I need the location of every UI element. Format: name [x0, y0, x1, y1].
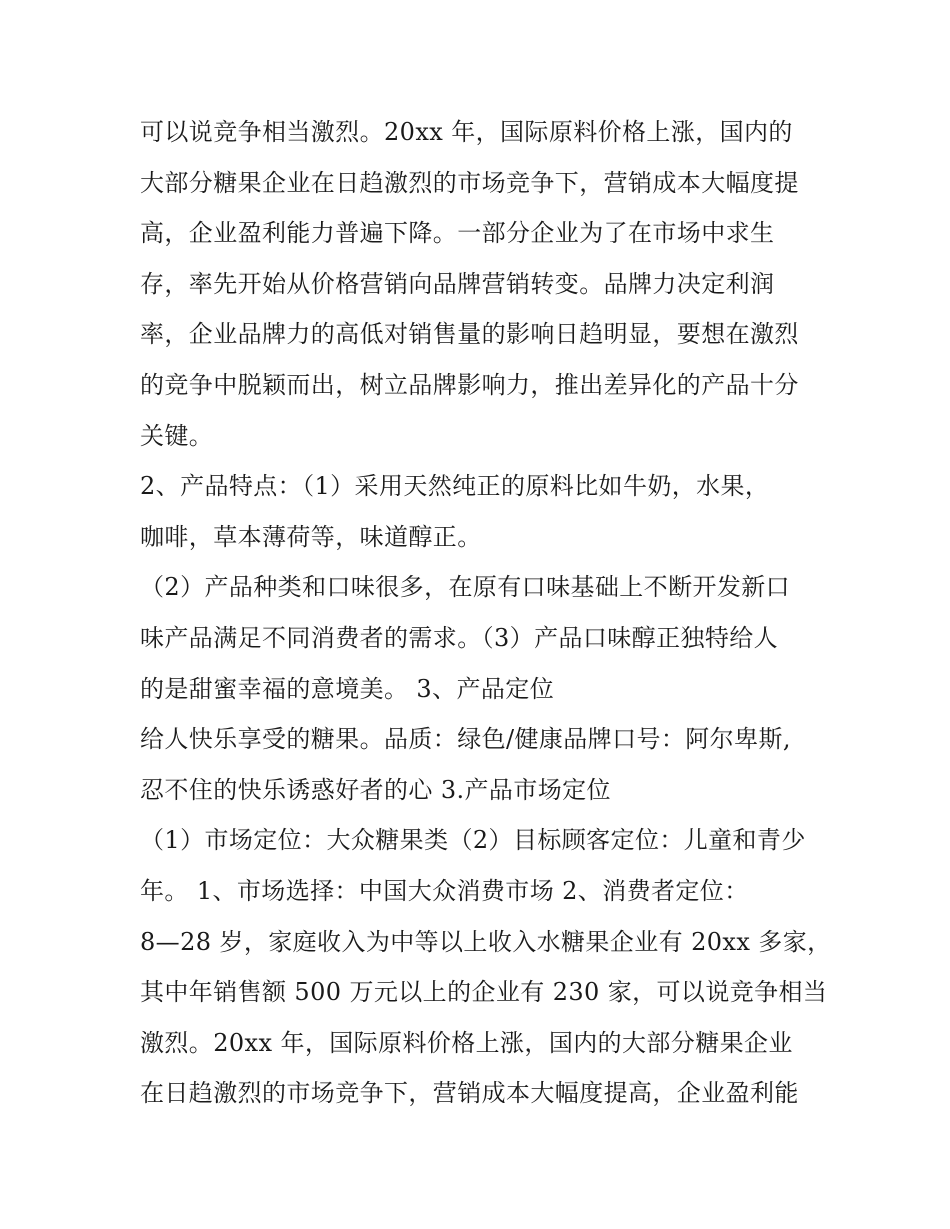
document-body [140, 107, 830, 1119]
text-line: 年。 1、市场选择：中国大众消费市场 2、消费者定位： [140, 876, 749, 905]
text-line: 的是甜蜜幸福的意境美。 3、产品定位 [140, 674, 555, 703]
text-line: 在日趋激烈的市场竞争下，营销成本大幅度提高，企业盈利能 [140, 1079, 799, 1108]
text-line: 咖啡，草本薄荷等，味道醇正。 [140, 522, 482, 551]
text-line: 忍不住的快乐诱惑好者的心 3.产品市场定位 [140, 775, 611, 804]
text-line: 2、产品特点：（1）采用天然纯正的原料比如牛奶，水果， [140, 472, 770, 501]
text-line: 可以说竞争相当激烈。20xx 年，国际原料价格上涨，国内的 [140, 118, 793, 146]
text-line: 关键。 [140, 421, 214, 450]
text-line: 其中年销售额 500 万元以上的企业有 230 家，可以说竞争相当 [140, 978, 828, 1007]
text-line: （2）产品种类和口味很多，在原有口味基础上不断开发新口 [140, 573, 791, 602]
text-line: 的竞争中脱颖而出，树立品牌影响力，推出差异化的产品十分 [140, 370, 799, 399]
text-line: 8—28 岁，家庭收入为中等以上收入水糖果企业有 20xx 多家， [140, 927, 832, 956]
text-line: 味产品满足不同消费者的需求。（3）产品口味醇正独特给人 [140, 623, 779, 652]
text-line: 存，率先开始从价格营销向品牌营销转变。品牌力决定利润 [140, 269, 775, 298]
text-line: 大部分糖果企业在日趋激烈的市场竞争下，营销成本大幅度提 [140, 168, 799, 197]
text-line: （1）市场定位：大众糖果类（2）目标顾客定位：儿童和青少 [140, 826, 806, 855]
text-line: 率，企业品牌力的高低对销售量的影响日趋明显，要想在激烈 [140, 320, 799, 349]
text-line: 给人快乐享受的糖果。品质：绿色/健康品牌口号：阿尔卑斯, [140, 725, 791, 754]
text-line: 激烈。20xx 年，国际原料价格上涨，国内的大部分糖果企业 [140, 1028, 793, 1057]
text-line: 高，企业盈利能力普遍下降。一部分企业为了在市场中求生 [140, 219, 775, 248]
